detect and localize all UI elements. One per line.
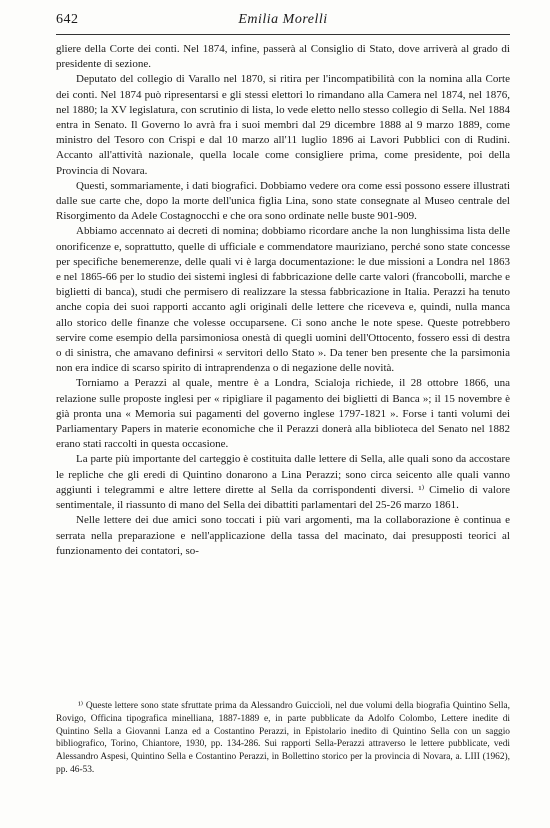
paragraph: Torniamo a Perazzi al quale, mentre è a Londra, Scialoja richiede, il 28 ottobre 1866, una relazione sulle proposte inglesi per « ripigliare il pagamento dei biglietti di Banca »; il 15 novembre è già pronta una « Memoria sui pagamenti del governo inglese 1797-1821 ». Forse i tanti volumi dei Parliamentary Papers in materie economiche che il Perazzi donerà alla biblioteca del Senato nel 1882 erano stati raccolti in questa occasione. (56, 377, 510, 451)
page-number: 642 (56, 12, 79, 27)
paragraph: Abbiamo accennato ai decreti di nomina; dobbiamo ricordare anche la non lunghissima lista delle onorificenze e, soprattutto, quelle di ufficiale e commendatore mauriziano, perché sono state concesse per specifiche benemerenze, delle quali vi è larga documentazione: le due missioni a Londra nel 1863 e nel 1865-66 per lo studio dei sistemi inglesi di fabbricazione delle carte valori (francobolli, marche e biglietti di banca), studi che permisero di realizzare la stessa fabbricazione in Italia. Perazzi ha tenuto anche copia dei suoi rapporti accanto agli originali delle lettere che riceveva e, quindi, nulla manca allo storico delle finanze che volesse occuparsene. Ci sono anche le note spese. Queste potrebbero servire come esempio della parsimoniosa onestà di quegli uomini dell'Ottocento, fossero essi di destra o di sinistra, che amavano definirsi « servitori dello Stato ». Da tener ben presente che la parsimonia non era indice di scarso spirito di intraprendenza o di negazione delle novità. (56, 225, 510, 375)
paragraph: gliere della Corte dei conti. Nel 1874, infine, passerà al Consiglio di Stato, dove arriverà al grado di presidente di sezione. (56, 43, 510, 71)
page-header (56, 10, 510, 35)
paragraph: Deputato del collegio di Varallo nel 1870, si ritira per l'incompatibilità con la nomina alla Corte dei conti. Nel 1874 può ripresentarsi e gli stessi elettori lo rimandano alla Camera nel 1874, nel 1876, nel 1880; la XV legislatura, con scrutinio di lista, lo vede eletto nello stesso collegio di Sella. Nel 1884 entra in Senato. Il Governo lo avrà fra i suoi membri dal 29 dicembre 1888 al 9 marzo 1889, come ministro del Tesoro con Crispi e dal 10 marzo all'11 luglio 1896 ai Lavori Pubblici con di Rudinì. Accanto all'attività nazionale, quella locale come consigliere prima, come presidente, poi della Provincia di Novara. (56, 73, 510, 177)
footnote: ¹⁾ Queste lettere sono state sfruttate prima da Alessandro Guiccioli, nel due volumi della biografia Quintino Sella, Rovigo, Officina tipografica minelliana, 1887-1889 e, in parte pubblicate da Adolfo Colombo, Lettere inedite di Quintino Sella a Giovanni Lanza ed a Costantino Perazzi, in Epistolario inedito di Quintino Sella con un saggio bibliografico, Torino, Chiantore, 1930, pp. 134-286. Sui rapporti Sella-Perazzi attraverso le lettere pubblicate, vedi Alessandro Aspesi, Quintino Sella e Costantino Perazzi, in Bollettino storico per la provincia di Novara, a. LIII (1962), pp. 46-53. (56, 701, 510, 775)
paragraph: Nelle lettere dei due amici sono toccati i più vari argomenti, ma la collaborazione è continua e serrata nella preparazione e nell'applicazione della tassa del macinato, dai presupposti teorici al funzionamento dei contatori, so- (56, 514, 510, 557)
running-title: Emilia Morelli (238, 12, 328, 27)
paragraph: La parte più importante del carteggio è costituita dalle lettere di Sella, alle quali sono da accostare le repliche che gli eredi di Quintino donarono a Lina Perazzi; sono circa seicento alle quali vanno aggiunti i telegrammi e altre lettere dirette al Sella da corrispondenti diversi. ¹⁾ Cimelio di valore sentimentale, il riassunto di mano del Sella dei dibattiti parlamentari del 25-26 marzo 1861. (56, 453, 510, 512)
body-text (56, 42, 510, 559)
paragraph: Questi, sommariamente, i dati biografici. Dobbiamo vedere ora come essi possono essere illustrati dalle sue carte che, dopo la morte dell'unica figlia Lina, sono state consegnate al Museo centrale del Risorgimento da Adele Costagnocchi e che ora sono ordinate nelle buste 901-909. (56, 179, 510, 223)
